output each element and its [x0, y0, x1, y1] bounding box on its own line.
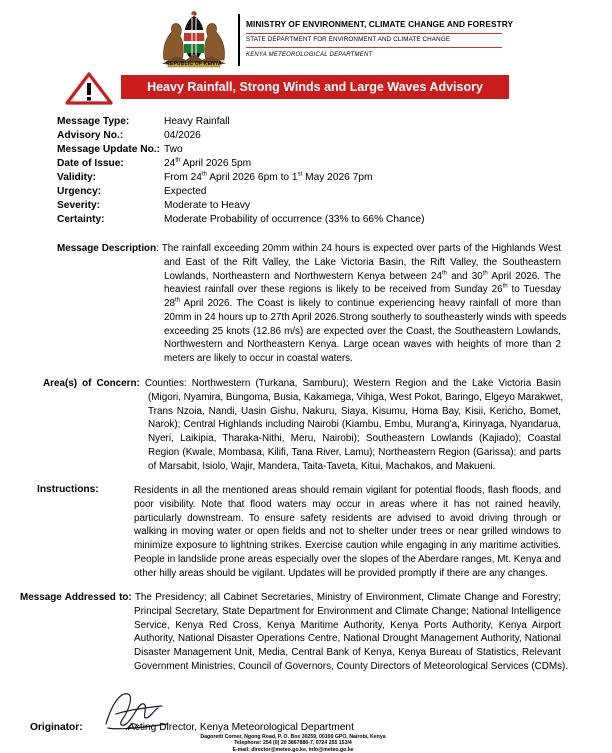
- footer-address: Dagoretti Corner, Ngong Road, P. O. Box 30259, 00100 GPO, Nairobi, Kenya: [200, 734, 386, 740]
- date-of-issue-value: 24th April 2026 5pm: [164, 157, 252, 169]
- warning-icon: [64, 72, 114, 105]
- ministry-name: MINISTRY OF ENVIRONMENT, CLIMATE CHANGE AND FORESTRY: [246, 19, 514, 29]
- advisory-no-label: Advisory No.:: [57, 130, 124, 141]
- message-description: Message Description: The rainfall exceeding 20mm within 24 hours is expected over parts of the Highlands West: [57, 243, 561, 254]
- footer-contact: [148, 734, 438, 753]
- footer-telephone: Telephone: 254 (0) 20 3867880-7, 0724 255 153/4: [234, 740, 352, 747]
- validity-label: Validity:: [57, 172, 97, 183]
- advisory-title: Heavy Rainfall, Strong Winds and Large Waves Advisory: [121, 75, 509, 99]
- message-addressed-to: Message Addressed to: The Presidency; all Cabinet Secretaries, Ministry of Environment, Climate Change and Forestry;: [20, 592, 561, 603]
- urgency-value: Expected: [164, 186, 207, 197]
- certainty-value: Moderate Probability of occurrence (33% to 66% Chance): [164, 214, 425, 225]
- areas-of-concern-label: Area(s) of Concern:: [43, 378, 140, 389]
- message-type-label: Message Type:: [57, 116, 130, 127]
- footer-email: E-mail: director@meteo.go.ke, info@meteo.go.ke: [232, 746, 354, 753]
- message-description-body: and East of the Rift Valley, the Lake Victoria Basin, the Rift Valley, the Southeastern Lowlands, Northeastern and Northwestern Kenya between 24th and 30th April 2026. The heaviest rainfall over these regions is likely to be received from Sunday 26th to Tuesday 28th April 2026. The Coast is likely to continue experiencing heavy rainfall of more than 20mm in 24 hours up to 27th April 2026.Strong southerly to southeasterly winds with speeds exceeding 25 knots (12.86 m/s) are expected over the Coast, the Southeastern Lowlands, Northwestern and Northeastern Kenya. Large ocean waves with heights of more than 2 meters are likely to occur in coastal waters.: [164, 256, 567, 364]
- agency-name: KENYA METEOROLOGICAL DEPARTMENT: [246, 52, 373, 58]
- areas-of-concern-body: (Migori, Nyamira, Bungoma, Busia, Kakamega, Vihiga, West Pokot, Baringo, Elgeyo Marakwet, Trans Nzoia, Nandi, Uasin Gishu, Nakuru, Siaya, Kisumu, Homa Bay, Kisii, Kericho, Bomet, Narok); Central Highlands including Nairobi (Kiambu, Embu, Murang'a, Kirinyaga, Nyandarua, Nyeri, Laikipia, Tharaka-Nithi, Meru, Nairobi); Southeastern Lowlands (Kajiado); Coastal Region (Kwale, Mombasa, Kilifi, Tana River, Lamu); Northeastern Region (Garissa); and parts of Marsabit, Isiolo, Wajir, Mandera, Taita-Taveta, Kitui, Machakos, and Makueni.: [148, 391, 564, 472]
- message-addressed-label: Message Addressed to:: [20, 592, 132, 603]
- header-divider: [238, 14, 240, 66]
- severity-label: Severity:: [57, 200, 101, 211]
- republic-caption: REPUBLIC OF KENYA: [166, 61, 222, 67]
- message-update-label: Message Update No.:: [57, 144, 161, 155]
- header-rule: [246, 33, 502, 34]
- originator-label: Originator:: [30, 722, 83, 733]
- header-rule: [246, 47, 502, 48]
- instructions-label: Instructions:: [37, 484, 99, 495]
- message-type-value: Heavy Rainfall: [164, 116, 230, 127]
- advisory-no-value: 04/2026: [164, 130, 201, 141]
- areas-of-concern: Area(s) of Concern: Counties: Northwestern (Turkana, Samburu); Western Region and the Lake Victoria Basin: [43, 378, 561, 389]
- originator-value: Acting Director, Kenya Meteorological Department: [128, 722, 354, 733]
- message-addressed-body: Principal Secretary, State Department for Environment and Climate Change; National Intelligence Service, Kenya Red Cross, Kenya Maritime Authority, Kenya Ports Authority, Kenya Airport Authority, National Disaster Operations Centre, National Drought Management Authority, National Disaster Management Unit, Media, Central Bank of Kenya, Kenya Bureau of Statistics, Relevant Government Ministries, Council of Governors, County Directors of Meteorological Services (CDMs).: [134, 605, 569, 672]
- message-update-value: Two: [164, 144, 183, 155]
- message-description-label: Message Description: [57, 243, 157, 254]
- severity-value: Moderate to Heavy: [164, 200, 251, 211]
- instructions-body: Residents in all the mentioned areas should remain vigilant for potential floods, flash floods, and poor visibility. Note that flood waters may occur in areas where it has not rained heavily, particularly downstream. To ensure safety residents are advised to avoid driving through or walking in moving water or open fields and not to shelter under trees or near grilled windows to minimize exposure to lightning strikes. Exercise caution while engaging in any maritime activities. People in landslide prone areas especially over the slopes of the Aberdare ranges, Mt. Kenya and other hilly areas should be vigilant. Updates will be provided promptly if there are any changes.: [134, 485, 561, 579]
- validity-value: From 24th April 2026 6pm to 1st May 2026 7pm: [164, 171, 373, 183]
- date-of-issue-label: Date of Issue:: [57, 158, 124, 169]
- urgency-label: Urgency:: [57, 186, 102, 197]
- certainty-label: Certainty:: [57, 214, 105, 225]
- department-name: STATE DEPARTMENT FOR ENVIRONMENT AND CLIMATE CHANGE: [246, 36, 451, 43]
